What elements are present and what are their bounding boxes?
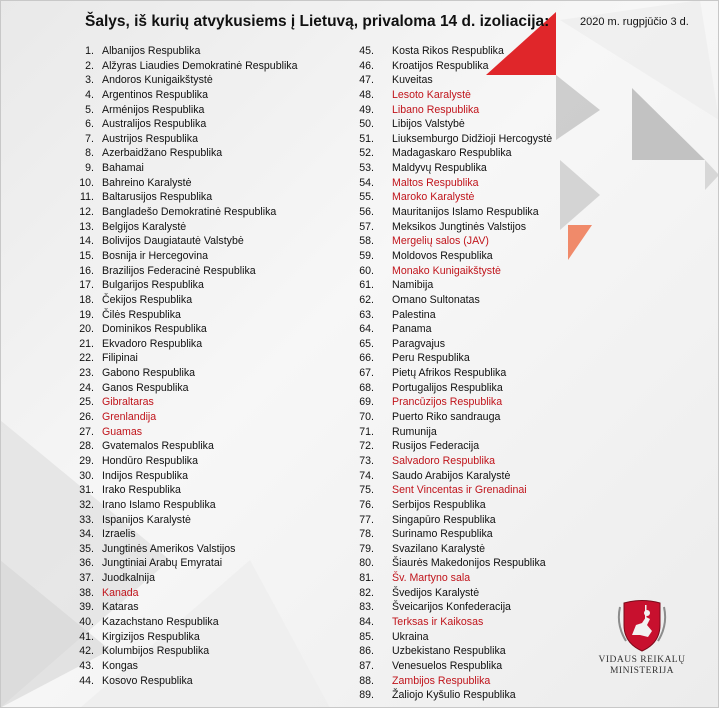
country-list-item	[0, 73, 330, 88]
country-number: 81.	[359, 572, 374, 585]
country-number: 87.	[359, 659, 374, 672]
country-number: 82.	[359, 586, 374, 599]
country-list-item	[330, 103, 580, 118]
country-number: 45.	[359, 45, 374, 57]
country-number: 13.	[79, 220, 94, 233]
country-name: Ispanijos Karalystė	[102, 513, 191, 526]
country-list-item	[0, 176, 330, 191]
country-list-item	[330, 234, 580, 249]
country-number: 38.	[79, 586, 94, 599]
country-name: Ekvadoro Respublika	[102, 337, 203, 350]
country-number: 32.	[79, 498, 94, 511]
country-number: 4.	[85, 88, 94, 101]
country-number: 27.	[79, 425, 94, 438]
country-list-item	[0, 659, 330, 674]
country-number: 73.	[359, 454, 374, 467]
country-number: 31.	[79, 484, 94, 497]
country-list-item	[330, 322, 580, 337]
country-list-item	[0, 117, 330, 132]
country-number: 1.	[85, 45, 94, 57]
country-list-item	[330, 644, 580, 659]
country-number: 54.	[359, 176, 374, 189]
country-number: 79.	[359, 542, 374, 555]
country-name: Monako Kunigaikštystė	[392, 264, 501, 277]
country-number: 61.	[359, 279, 374, 292]
country-name: Kroatijos Respublika	[392, 59, 489, 72]
country-list-item	[0, 630, 330, 645]
country-name: Rumunija	[392, 425, 437, 438]
country-list-item	[330, 88, 580, 103]
country-number: 49.	[359, 103, 374, 116]
country-name: Brazilijos Federacinė Respublika	[102, 264, 256, 277]
country-list-item	[0, 161, 330, 176]
country-number: 50.	[359, 118, 374, 131]
country-list-item	[0, 439, 330, 454]
country-name: Šv. Martyno sala	[392, 572, 471, 585]
country-list-item	[0, 513, 330, 528]
country-name: Maltos Respublika	[392, 176, 479, 189]
country-list-item	[330, 161, 580, 176]
country-name: Šiaurės Makedonijos Respublika	[392, 557, 546, 570]
country-name: Kataras	[102, 601, 139, 614]
country-list-item	[330, 688, 580, 703]
country-list-item	[330, 425, 580, 440]
country-list-item	[330, 556, 580, 571]
country-list-item	[330, 513, 580, 528]
country-name: Ukraina	[392, 630, 429, 643]
country-name: Kosta Rikos Respublika	[392, 45, 504, 57]
country-name: Arménijos Respublika	[102, 103, 205, 116]
country-name: Panama	[392, 323, 432, 336]
country-name: Libano Respublika	[392, 103, 480, 116]
country-number: 51.	[359, 132, 374, 145]
country-number: 66.	[359, 352, 374, 365]
country-number: 39.	[79, 601, 94, 614]
country-name: Kosovo Respublika	[102, 674, 193, 687]
country-name: Austrijos Respublika	[102, 132, 198, 145]
country-name: Salvadoro Respublika	[392, 454, 496, 467]
country-list-item	[330, 600, 580, 615]
coat-of-arms-icon	[612, 595, 672, 655]
country-number: 84.	[359, 615, 374, 628]
country-number: 42.	[79, 645, 94, 658]
country-list-item	[0, 425, 330, 440]
country-list-item	[0, 469, 330, 484]
country-number: 80.	[359, 557, 374, 570]
country-name: Terksas ir Kaikosas	[392, 615, 484, 628]
country-name: Surinamo Respublika	[392, 528, 493, 541]
country-list-item	[330, 73, 580, 88]
country-list-item	[330, 220, 580, 235]
country-name: Meksikos Jungtinės Valstijos	[392, 220, 527, 233]
country-number: 56.	[359, 206, 374, 219]
country-list-item	[0, 278, 330, 293]
country-list-item	[330, 44, 580, 59]
country-number: 10.	[79, 176, 94, 189]
ministry-logo	[592, 595, 692, 677]
country-name: Jungtinės Amerikos Valstijos	[102, 542, 236, 555]
country-name: Serbijos Respublika	[392, 498, 486, 511]
country-list-item	[0, 337, 330, 352]
country-number: 30.	[79, 469, 94, 482]
country-name: Madagaskaro Respublika	[392, 147, 512, 160]
country-list-item	[330, 264, 580, 279]
country-number: 48.	[359, 88, 374, 101]
publication-date: 2020 m. rugpjūčio 3 d.	[580, 16, 689, 28]
country-name: Bangladešo Demokratinė Respublika	[102, 206, 277, 219]
country-list-item	[0, 586, 330, 601]
country-name: Grenlandija	[102, 411, 157, 424]
country-list-item	[0, 527, 330, 542]
country-name: Australijos Respublika	[102, 118, 207, 131]
country-name: Bulgarijos Respublika	[102, 279, 204, 292]
country-number: 78.	[359, 528, 374, 541]
country-name: Maroko Karalystė	[392, 191, 475, 204]
country-name: Uzbekistano Respublika	[392, 645, 506, 658]
country-name: Čilės Respublika	[102, 308, 181, 321]
country-name: Azerbaidžano Respublika	[102, 147, 223, 160]
country-list-item	[0, 132, 330, 147]
country-list-item	[330, 615, 580, 630]
country-name: Ganos Respublika	[102, 381, 189, 394]
country-list-item	[0, 674, 330, 689]
country-list-item	[0, 600, 330, 615]
country-list-item	[0, 410, 330, 425]
country-name: Kolumbijos Respublika	[102, 645, 210, 658]
country-number: 15.	[79, 249, 94, 262]
country-number: 16.	[79, 264, 94, 277]
country-name: Venesuelos Respublika	[392, 659, 503, 672]
country-number: 24.	[79, 381, 94, 394]
country-name: Irako Respublika	[102, 484, 181, 497]
country-number: 53.	[359, 162, 374, 175]
country-number: 43.	[79, 659, 94, 672]
country-number: 7.	[85, 132, 94, 145]
country-number: 9.	[85, 162, 94, 175]
country-name: Gibraltaras	[102, 396, 154, 409]
country-number: 34.	[79, 528, 94, 541]
country-name: Albanijos Respublika	[102, 45, 201, 57]
country-list-item	[330, 366, 580, 381]
country-name: Indijos Respublika	[102, 469, 188, 482]
country-name: Šveicarijos Konfederacija	[392, 601, 511, 614]
country-name: Juodkalnija	[102, 572, 156, 585]
country-name: Moldovos Respublika	[392, 249, 493, 262]
country-number: 8.	[85, 147, 94, 160]
country-name: Baltarusijos Respublika	[102, 191, 213, 204]
country-name: Argentinos Respublika	[102, 88, 208, 101]
country-list-item	[330, 351, 580, 366]
country-list-item	[330, 278, 580, 293]
country-name: Portugalijos Respublika	[392, 381, 503, 394]
country-number: 20.	[79, 323, 94, 336]
country-number: 77.	[359, 513, 374, 526]
country-list-item	[330, 337, 580, 352]
country-name: Kazachstano Respublika	[102, 615, 219, 628]
country-list-item	[330, 190, 580, 205]
country-name: Prancūzijos Respublika	[392, 396, 503, 409]
country-list-item	[0, 322, 330, 337]
country-number: 59.	[359, 249, 374, 262]
country-list-item	[330, 381, 580, 396]
country-list-item	[0, 264, 330, 279]
country-number: 12.	[79, 206, 94, 219]
country-number: 88.	[359, 674, 374, 687]
country-number: 41.	[79, 630, 94, 643]
country-number: 3.	[85, 74, 94, 87]
country-name: Kongas	[102, 659, 138, 672]
country-name: Bosnija ir Hercegovina	[102, 249, 208, 262]
country-number: 35.	[79, 542, 94, 555]
country-list-item	[0, 483, 330, 498]
country-number: 29.	[79, 454, 94, 467]
country-number: 18.	[79, 293, 94, 306]
country-number: 62.	[359, 293, 374, 306]
country-list-item	[330, 59, 580, 74]
country-name: Andoros Kunigaikštystė	[102, 74, 213, 87]
country-number: 46.	[359, 59, 374, 72]
country-name: Palestina	[392, 308, 436, 321]
country-list-item	[330, 205, 580, 220]
country-list-item	[330, 117, 580, 132]
country-number: 55.	[359, 191, 374, 204]
country-name: Svazilano Karalystė	[392, 542, 486, 555]
country-number: 28.	[79, 440, 94, 453]
country-list-item	[0, 190, 330, 205]
country-number: 5.	[85, 103, 94, 116]
country-number: 70.	[359, 411, 374, 424]
country-list-item	[330, 395, 580, 410]
country-name: Maldyvų Respublika	[392, 162, 487, 175]
country-number: 85.	[359, 630, 374, 643]
country-number: 83.	[359, 601, 374, 614]
country-number: 71.	[359, 425, 374, 438]
country-name: Filipinai	[102, 352, 138, 365]
country-name: Lesoto Karalystė	[392, 88, 471, 101]
country-name: Puerto Riko sandrauga	[392, 411, 501, 424]
country-number: 6.	[85, 118, 94, 131]
ministry-name-line1: VIDAUS REIKALŲ	[598, 655, 686, 665]
country-number: 67.	[359, 367, 374, 380]
country-number: 52.	[359, 147, 374, 160]
country-number: 21.	[79, 337, 94, 350]
country-list-item	[0, 293, 330, 308]
country-list-item	[0, 381, 330, 396]
country-number: 25.	[79, 396, 94, 409]
country-number: 11.	[80, 191, 94, 204]
country-name: Zambijos Respublika	[392, 674, 491, 687]
country-list-item	[0, 395, 330, 410]
country-name: Namibija	[392, 279, 434, 292]
country-number: 23.	[79, 367, 94, 380]
country-number: 58.	[359, 235, 374, 248]
country-list-item	[330, 571, 580, 586]
country-name: Mauritanijos Islamo Respublika	[392, 206, 539, 219]
country-number: 89.	[359, 689, 374, 702]
country-name: Izraelis	[102, 528, 136, 541]
country-name: Belgijos Karalystė	[102, 220, 187, 233]
country-number: 47.	[359, 74, 374, 87]
country-number: 37.	[79, 572, 94, 585]
country-number: 75.	[359, 484, 374, 497]
country-number: 72.	[359, 440, 374, 453]
country-list-item	[0, 542, 330, 557]
country-name: Bolivijos Daugiatautė Valstybė	[102, 235, 244, 248]
country-number: 76.	[359, 498, 374, 511]
country-list-item	[330, 454, 580, 469]
country-name: Liuksemburgo Didžioji Hercogystė	[392, 132, 553, 145]
country-name: Mergelių salos (JAV)	[392, 235, 489, 248]
country-name: Dominikos Respublika	[102, 323, 207, 336]
page-title: Šalys, iš kurių atvykusiems į Lietuvą, privaloma 14 d. izoliacija:	[85, 13, 550, 30]
country-number: 17.	[79, 279, 94, 292]
country-list-item	[330, 410, 580, 425]
country-number: 19.	[79, 308, 94, 321]
country-name: Švedijos Karalystė	[392, 586, 480, 599]
country-number: 22.	[79, 352, 94, 365]
country-list-item	[0, 220, 330, 235]
country-name: Guamas	[102, 425, 143, 438]
country-list-item	[0, 103, 330, 118]
country-name: Kanada	[102, 586, 139, 599]
country-name: Paragvajus	[392, 337, 445, 350]
country-list-item	[0, 351, 330, 366]
country-list-item	[330, 659, 580, 674]
country-list-item	[330, 630, 580, 645]
country-list-item	[330, 542, 580, 557]
country-name: Omano Sultonatas	[392, 293, 480, 306]
country-list-item	[330, 527, 580, 542]
country-list-item	[0, 59, 330, 74]
country-name: Alžyras Liaudies Demokratinė Respublika	[102, 59, 298, 72]
country-list-item	[330, 439, 580, 454]
country-name: Singapūro Respublika	[392, 513, 496, 526]
country-list-item	[330, 469, 580, 484]
country-list-item	[330, 293, 580, 308]
country-name: Gvatemalos Respublika	[102, 440, 214, 453]
country-list-item	[0, 556, 330, 571]
country-list-left	[0, 44, 330, 688]
country-number: 60.	[359, 264, 374, 277]
country-list-item	[330, 176, 580, 191]
country-list-item	[0, 615, 330, 630]
country-number: 68.	[359, 381, 374, 394]
country-number: 65.	[359, 337, 374, 350]
country-list-item	[330, 132, 580, 147]
country-list-item	[330, 483, 580, 498]
country-name: Hondūro Respublika	[102, 454, 198, 467]
country-number: 86.	[359, 645, 374, 658]
country-list-item	[0, 44, 330, 59]
country-name: Bahamai	[102, 162, 144, 175]
country-number: 74.	[359, 469, 374, 482]
country-name: Pietų Afrikos Respublika	[392, 367, 507, 380]
country-number: 40.	[79, 615, 94, 628]
country-list-item	[330, 249, 580, 264]
country-list-item	[0, 88, 330, 103]
country-name: Sent Vincentas ir Grenadinai	[392, 484, 527, 497]
country-number: 26.	[79, 411, 94, 424]
country-number: 44.	[79, 674, 94, 687]
country-name: Čekijos Respublika	[102, 293, 193, 306]
country-name: Gabono Respublika	[102, 367, 196, 380]
country-number: 2.	[85, 59, 94, 72]
country-name: Kuveitas	[392, 74, 433, 87]
country-list-item	[0, 644, 330, 659]
country-name: Jungtiniai Arabų Emyratai	[102, 557, 223, 570]
country-name: Saudo Arabijos Karalystė	[392, 469, 511, 482]
ministry-name-line2: MINISTERIJA	[609, 666, 675, 676]
country-list-item	[330, 498, 580, 513]
country-name: Žaliojo Kyšulio Respublika	[392, 689, 516, 702]
country-list-item	[0, 249, 330, 264]
country-list-item	[0, 454, 330, 469]
country-name: Irano Islamo Respublika	[102, 498, 216, 511]
country-list-item	[0, 146, 330, 161]
country-list-item	[330, 308, 580, 323]
country-list-item	[330, 674, 580, 689]
country-list-right	[330, 44, 580, 703]
country-list-item	[0, 308, 330, 323]
country-name: Kirgizijos Respublika	[102, 630, 200, 643]
country-name: Rusijos Federacija	[392, 440, 480, 453]
country-number: 57.	[359, 220, 374, 233]
country-list-item	[330, 586, 580, 601]
country-name: Libijos Valstybė	[392, 118, 465, 131]
country-list-item	[0, 205, 330, 220]
country-list-item	[0, 498, 330, 513]
country-name: Bahreino Karalystė	[102, 176, 192, 189]
country-number: 63.	[359, 308, 374, 321]
country-name: Peru Respublika	[392, 352, 470, 365]
country-list-item	[0, 366, 330, 381]
country-number: 14.	[79, 235, 94, 248]
country-number: 64.	[359, 323, 374, 336]
country-list-item	[0, 571, 330, 586]
country-list-item	[330, 146, 580, 161]
country-list-item	[0, 234, 330, 249]
country-number: 36.	[79, 557, 94, 570]
country-number: 69.	[359, 396, 374, 409]
country-number: 33.	[79, 513, 94, 526]
